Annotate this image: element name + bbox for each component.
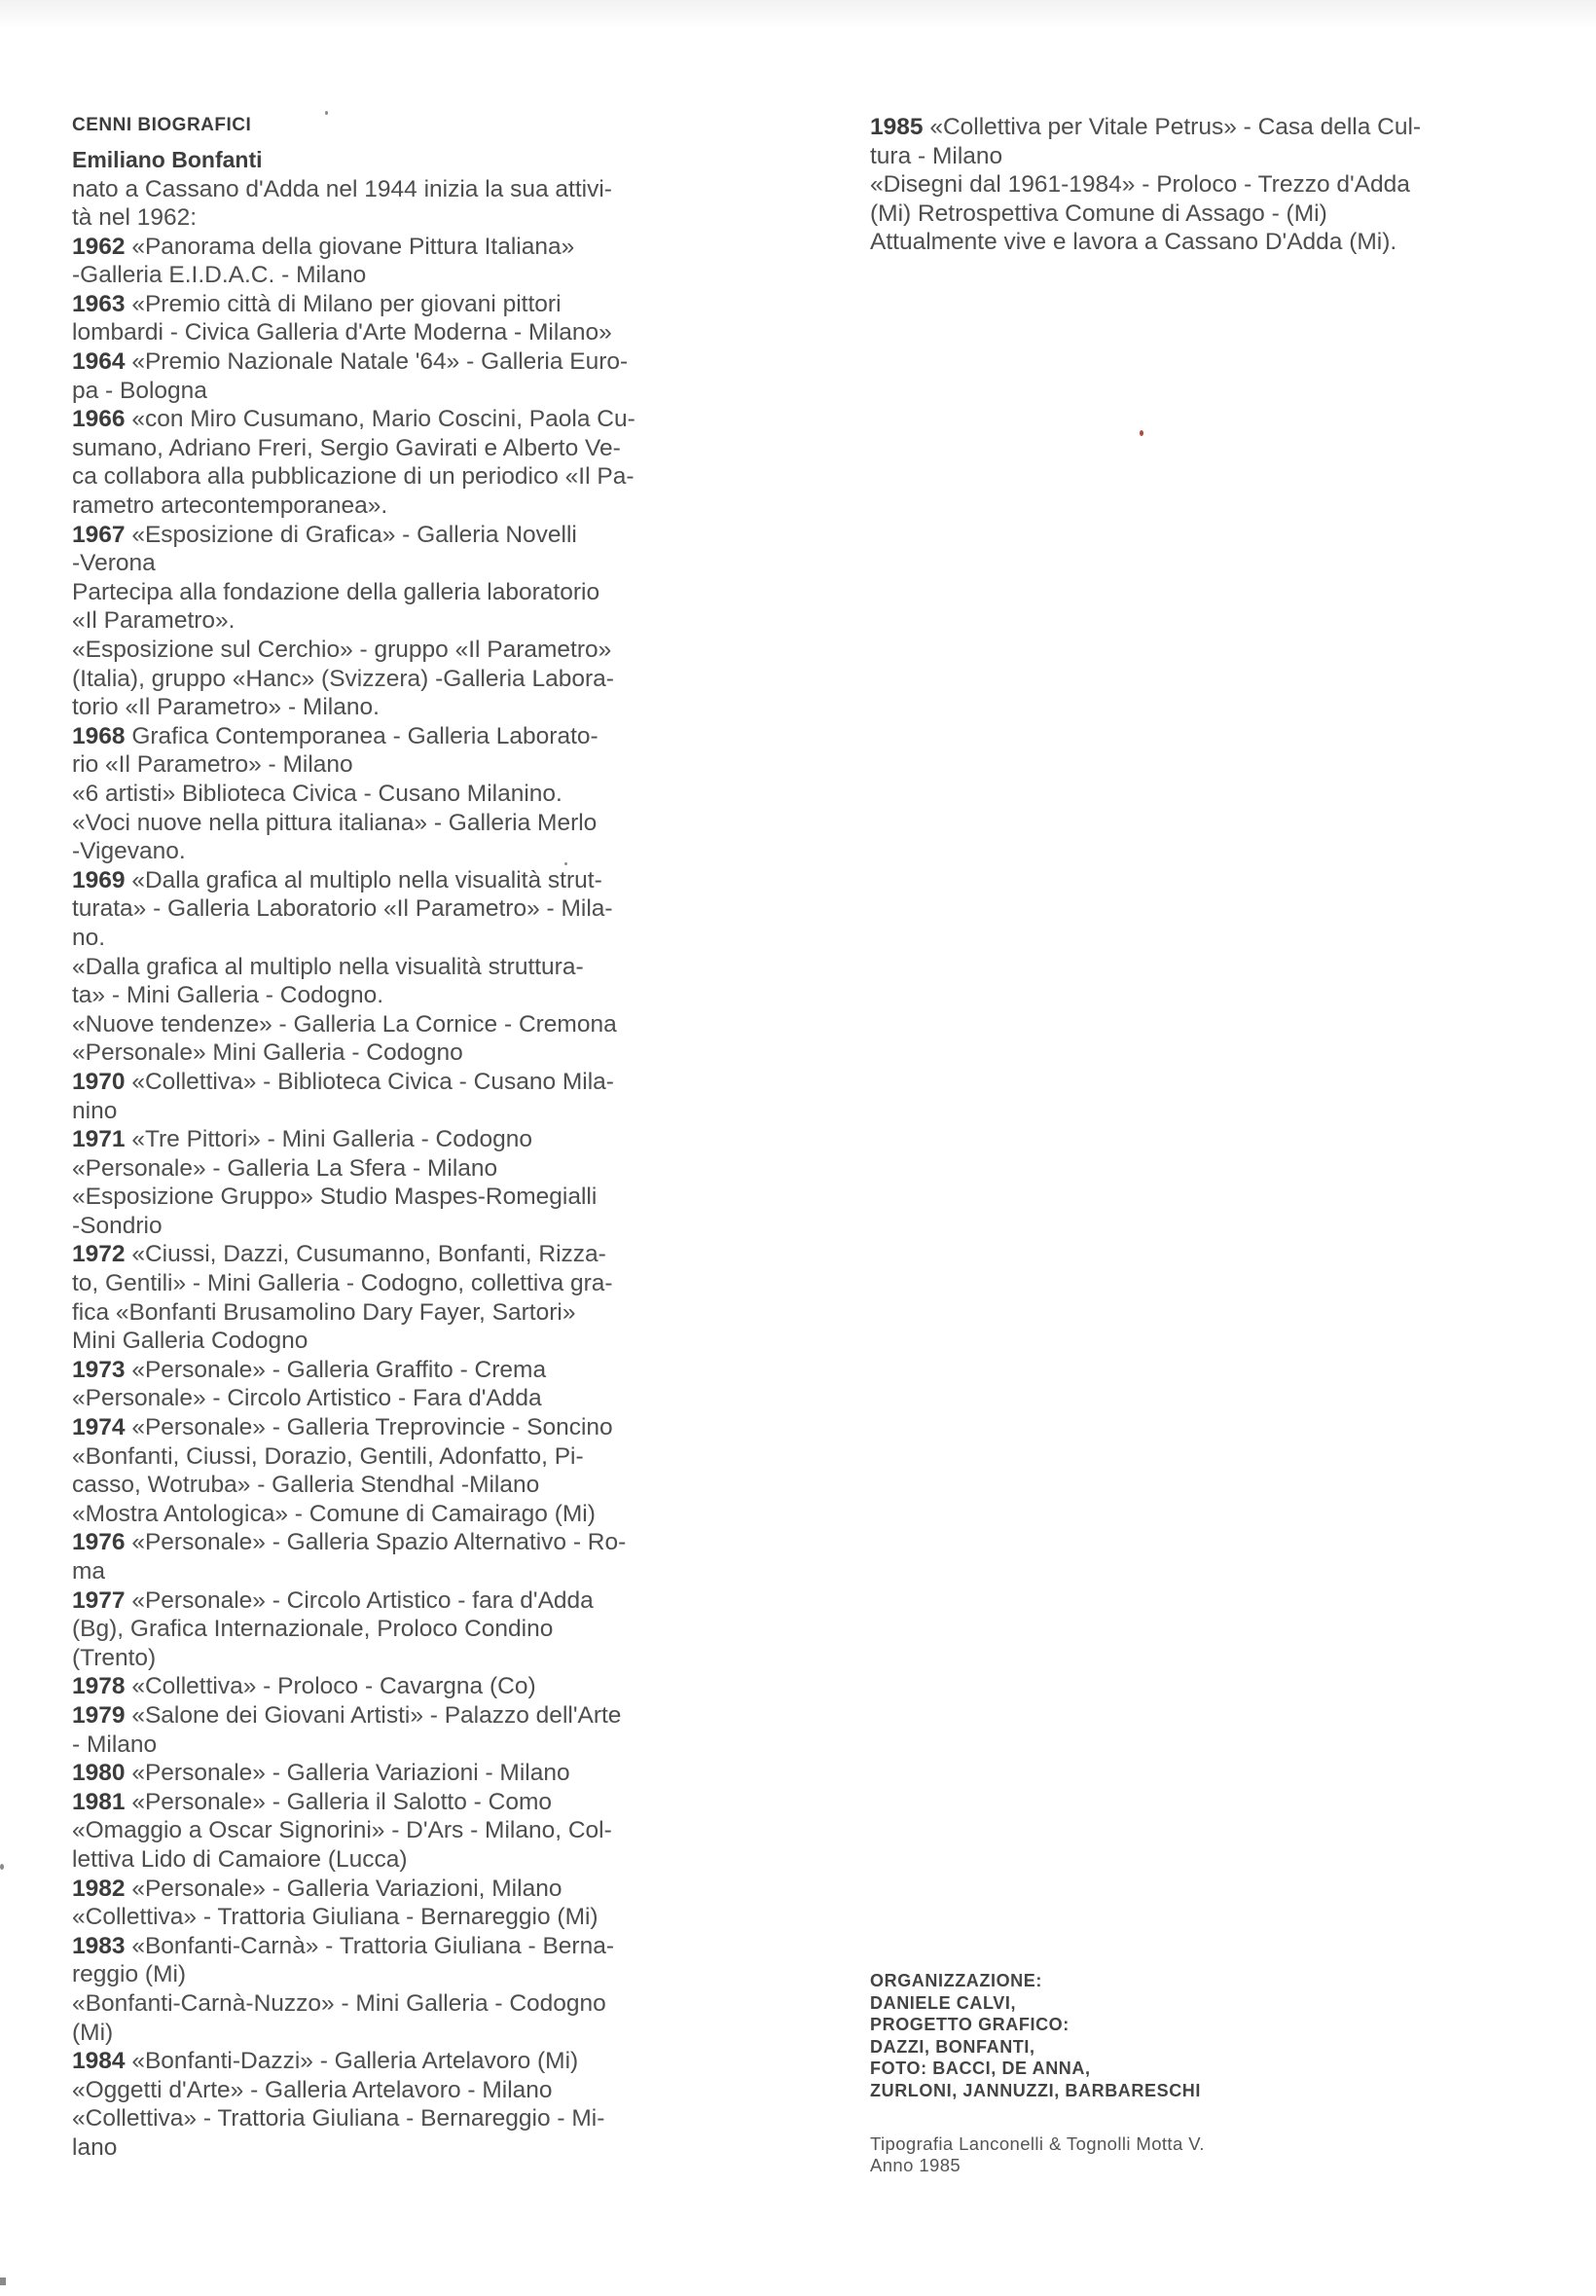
bio-line [72,636,726,665]
bio-year: 1981 [72,1788,126,1815]
bio-line [72,1356,726,1385]
section-heading: CENNI BIOGRAFICI [72,115,252,135]
bio-text: «Esposizione Gruppo» Studio Maspes-Romegialli [72,1184,598,1211]
bio-line [72,1701,726,1731]
bio-line [72,1068,726,1097]
bio-year: 1984 [72,2048,126,2075]
bio-year: 1978 [72,1673,126,1700]
bio-text: «Bonfanti-Dazzi» - Galleria Artelavoro (Mi) [125,2048,579,2075]
bio-text: «6 artisti» Biblioteca Civica - Cusano Milanino. [72,780,562,807]
bio-text: -Sondrio [72,1212,163,1239]
bio-year: 1972 [72,1241,126,1268]
bio-line [72,2076,726,2105]
bio-line [72,233,726,262]
bio-line [72,750,726,780]
bio-text: reggio (Mi) [72,1961,187,1988]
printer-block [870,2133,1205,2176]
bio-text: «Bonfanti, Ciussi, Dorazio, Gentili, Adonfatto, Pi- [72,1442,584,1470]
paper-speck [1140,430,1143,436]
bio-line [72,981,726,1010]
bio-year: 1976 [72,1529,126,1556]
bio-text: «Salone dei Giovani Artisti» - Palazzo dell'Arte [125,1701,622,1729]
bio-line [72,693,726,722]
bio-text: torio «Il Parametro» - Milano. [72,694,380,721]
bio-text: «Esposizione di Grafica» - Galleria Novelli [125,521,577,548]
bio-text: «con Miro Cusumano, Mario Coscini, Paola Cu- [125,406,635,433]
credit-line: ORGANIZZAZIONE: [870,1971,1042,1990]
bio-text: (Trento) [72,1644,157,1671]
bio-text: «Oggetti d'Arte» - Galleria Artelavoro - Milano [72,2076,553,2103]
bio-text: «Premio Nazionale Natale '64» - Galleria Euro- [125,348,629,376]
bio-text: casso, Wotruba» - Galleria Stendhal -Milano [72,1472,540,1499]
bio-line [72,1557,726,1586]
bio-text: «Personale» - Circolo Artistico - Fara d'Adda [72,1385,542,1412]
bio-text: fica «Bonfanti Brusamolino Dary Fayer, Sartori» [72,1298,576,1326]
page-top-edge [0,0,1596,29]
bio-text: «Il Parametro». [72,607,236,635]
bio-line [72,1759,726,1788]
bio-line [72,1212,726,1241]
bio-text: «Collettiva» - Trattoria Giuliana - Bernareggio (Mi) [72,1904,598,1931]
credit-line: PROGETTO GRAFICO: [870,2015,1070,2034]
bio-line [72,203,726,233]
bio-year: 1983 [72,1932,126,1959]
bio-line [72,722,726,751]
bio-line [72,1989,726,2019]
bio-text: nino [72,1097,118,1124]
bio-text: «Collettiva» - Biblioteca Civica - Cusano Mila- [125,1068,614,1095]
bio-text: rio «Il Parametro» - Milano [72,751,353,779]
bio-text: turata» - Galleria Laboratorio «Il Parametro» - Mila- [72,895,613,923]
credit-line: DAZZI, BONFANTI, [870,2036,1035,2057]
bio-text: nato a Cassano d'Adda nel 1944 inizia la sua attivi- [72,175,612,202]
bio-text: «Bonfanti-Carnà» - Trattoria Giuliana - Berna- [125,1932,615,1959]
biography-column-right [870,113,1532,257]
bio-line [72,1960,726,1989]
bio-text: (Mi) [72,2019,114,2046]
bio-line [72,780,726,809]
bio-line [72,1010,726,1039]
bio-line [72,894,726,924]
bio-line [72,318,726,347]
bio-line [72,347,726,377]
bio-text: (Bg), Grafica Internazionale, Proloco Condino [72,1616,554,1643]
bio-text: Partecipa alla fondazione della galleria laboratorio [72,578,600,605]
bio-line [870,228,1532,257]
bio-line [72,290,726,319]
bio-line [72,261,726,290]
bio-line [72,462,726,492]
bio-year: 1966 [72,406,126,433]
paper-speck [564,862,567,865]
bio-text: ca collabora alla pubblicazione di un periodico «Il Pa- [72,463,635,491]
bio-text: -Galleria E.I.D.A.C. - Milano [72,262,367,289]
bio-line [72,2019,726,2048]
bio-line [72,1442,726,1472]
bio-text: «Esposizione sul Cerchio» - gruppo «Il Parametro» [72,637,612,663]
bio-text: - Milano [72,1731,158,1758]
bio-text: lombardi - Civica Galleria d'Arte Moderna - Milano» [72,319,612,346]
bio-line [72,175,726,204]
bio-text: ta» - Mini Galleria - Codogno. [72,982,384,1009]
bio-line [870,170,1532,200]
bio-line [72,521,726,550]
bio-text: «Dalla grafica al multiplo nella visualità strut- [125,866,602,893]
bio-line [72,1154,726,1184]
printer-line: Tipografia Lanconelli & Tognolli Motta V. [870,2133,1205,2154]
bio-line [72,924,726,953]
bio-text: no. [72,924,106,951]
bio-text: sumano, Adriano Freri, Sergio Gavirati e Alberto Ve- [72,434,621,461]
bio-year: 1969 [72,866,126,893]
bio-text: «Voci nuove nella pittura italiana» - Galleria Merlo [72,809,598,836]
bio-year: 1982 [72,1875,126,1902]
bio-text: «Personale» - Galleria Graffito - Crema [125,1356,547,1383]
bio-text: Attualmente vive e lavora a Cassano D'Adda (Mi). [870,229,1397,256]
bio-text: lano [72,2133,118,2161]
bio-text: «Personale» - Galleria Spazio Alternativo - Ro- [125,1529,627,1556]
bio-text: «Dalla grafica al multiplo nella visualità struttura- [72,953,584,980]
bio-line [72,866,726,895]
bio-line [72,1644,726,1673]
bio-text: «Personale» - Galleria Treprovincie - Soncino [125,1414,613,1441]
bio-text: tura - Milano [870,142,1003,169]
bio-line [72,1731,726,1760]
bio-line [72,1298,726,1328]
credit-line: DANIELE CALVI, [870,1992,1017,2013]
bio-text: tà nel 1962: [72,204,198,232]
bio-line [870,113,1532,142]
bio-text: -Vigevano. [72,838,186,865]
bio-line [72,1903,726,1932]
bio-year: 1980 [72,1760,126,1787]
printer-line: Anno 1985 [870,2155,961,2175]
bio-line [72,1269,726,1298]
bio-text: Mini Galleria Codogno [72,1328,308,1355]
bio-year: 1985 [870,114,924,140]
bio-text: «Bonfanti-Carnà-Nuzzo» - Mini Galleria - Codogno [72,1989,606,2017]
bio-year: 1968 [72,722,126,749]
bio-text: rametro artecontemporanea». [72,492,388,520]
biography-column-left [72,115,726,2162]
bio-line [72,549,726,578]
bio-line [72,405,726,434]
bio-line [72,1845,726,1875]
bio-line [72,665,726,694]
bio-year: 1970 [72,1068,126,1095]
bio-line [72,1816,726,1845]
bio-year: 1974 [72,1414,126,1441]
bio-line [72,2133,726,2163]
bio-line [72,1932,726,1961]
bio-line [72,2047,726,2076]
bio-text: «Mostra Antologica» - Comune di Camairago (Mi) [72,1500,596,1527]
bio-text: to, Gentili» - Mini Galleria - Codogno, collettiva gra- [72,1270,613,1297]
bio-line [72,1471,726,1500]
bio-text: lettiva Lido di Camaiore (Lucca) [72,1845,408,1873]
bio-text: «Collettiva» - Proloco - Cavargna (Co) [125,1673,536,1700]
bio-line [72,1500,726,1529]
bio-line [72,1183,726,1212]
bio-text: «Personale» - Galleria Variazioni - Milano [125,1760,570,1787]
credit-line: ZURLONI, JANNUZZI, BARBARESCHI [870,2080,1201,2100]
paper-speck [325,111,328,115]
bio-line [72,1672,726,1701]
bio-line [870,142,1532,171]
bio-line [72,1125,726,1154]
bio-text: (Italia), gruppo «Hanc» (Svizzera) -Galleria Labora- [72,665,614,692]
bio-line [72,1875,726,1904]
bio-line [72,434,726,463]
credit-line: FOTO: BACCI, DE ANNA, [870,2059,1091,2078]
bio-line [72,837,726,866]
bio-line [72,809,726,838]
paper-speck [0,2278,6,2285]
bio-line [72,578,726,607]
bio-year: 1962 [72,233,126,260]
bio-text: «Omaggio a Oscar Signorini» - D'Ars - Milano, Col- [72,1817,612,1844]
bio-line [72,953,726,982]
bio-text: «Personale» - Galleria La Sfera - Milano [72,1154,498,1182]
bio-line [72,1615,726,1644]
bio-text: «Tre Pittori» - Mini Galleria - Codogno [125,1126,532,1153]
bio-text: «Ciussi, Dazzi, Cusumanno, Bonfanti, Rizza- [125,1241,606,1268]
bio-text: (Mi) Retrospettiva Comune di Assago - (Mi) [870,200,1327,227]
bio-text: «Collettiva» - Trattoria Giuliana - Bernareggio - Mi- [72,2105,605,2132]
bio-line [72,1039,726,1068]
bio-line [72,1327,726,1356]
biography-entries [72,175,726,2163]
bio-year: 1979 [72,1701,126,1729]
bio-year: 1963 [72,290,126,317]
bio-text: «Collettiva per Vitale Petrus» - Casa della Cul- [923,114,1422,140]
bio-line [72,1788,726,1817]
bio-line [72,492,726,521]
bio-text: -Verona [72,550,156,577]
bio-line [72,606,726,636]
bio-year: 1967 [72,521,126,548]
bio-year: 1964 [72,348,126,376]
bio-line [72,1528,726,1557]
bio-text: «Personale» Mini Galleria - Codogno [72,1039,463,1067]
bio-line [72,1240,726,1269]
bio-line [72,1384,726,1413]
bio-text: ma [72,1558,106,1585]
bio-text: «Personale» - Galleria il Salotto - Como [125,1788,552,1815]
bio-line [870,200,1532,229]
paper-speck [0,1864,4,1870]
bio-line [72,1413,726,1442]
credits-block [870,1970,1201,2101]
bio-year: 1977 [72,1586,126,1614]
bio-text: Grafica Contemporanea - Galleria Laborato- [125,722,598,749]
bio-text: «Disegni dal 1961-1984» - Proloco - Trezzo d'Adda [870,171,1410,199]
bio-text: «Nuove tendenze» - Galleria La Cornice - Cremona [72,1010,617,1038]
artist-name: Emiliano Bonfanti [72,147,263,172]
bio-line [72,2104,726,2133]
bio-year: 1973 [72,1356,126,1383]
bio-line [72,1586,726,1616]
bio-text: «Panorama della giovane Pittura Italiana» [125,233,575,260]
biography-entries-continued [870,113,1532,257]
bio-text: «Personale» - Circolo Artistico - fara d'Adda [125,1586,594,1614]
bio-text: «Personale» - Galleria Variazioni, Milano [125,1875,562,1902]
bio-line [72,1097,726,1126]
bio-text: «Premio città di Milano per giovani pittori [125,290,562,317]
bio-year: 1971 [72,1126,126,1153]
bio-text: pa - Bologna [72,377,207,404]
bio-line [72,377,726,406]
